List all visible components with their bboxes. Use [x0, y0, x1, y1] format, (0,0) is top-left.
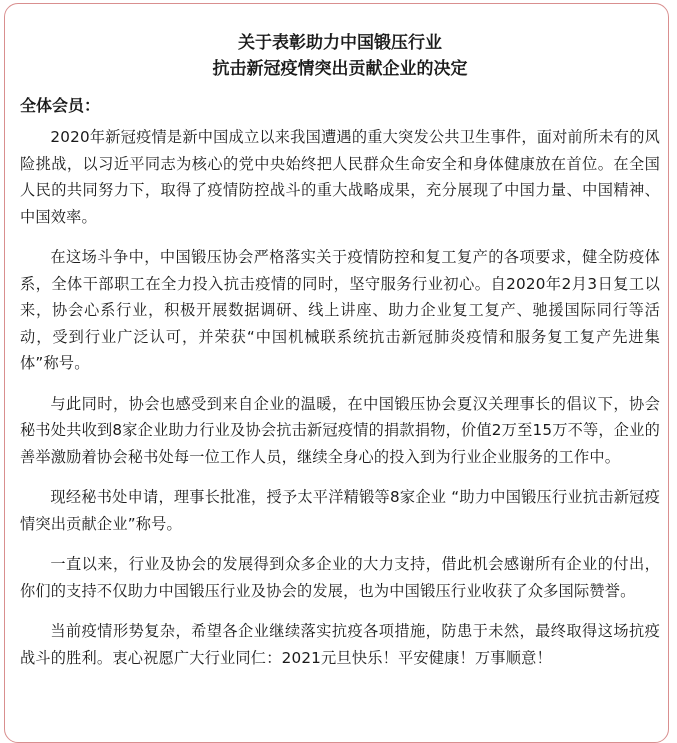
salutation: 全体会员：	[20, 96, 101, 115]
paragraph-2: 在这场斗争中，中国锻压协会严格落实关于疫情防控和复工复产的各项要求，健全防疫体系，全体干部职工在全力投入抗击疫情的同时，坚守服务行业初心。自2020年2月3日复工以来，协会心系行业，积极开展数据调研、线上讲座、助力企业复工复产、驰援国际同行等活动，受到行业广泛认可，并荣获“中国机械联系统抗击新冠肺炎疫情和服务复工复产先进集体”称号。	[20, 248, 660, 372]
paragraph-6: 当前疫情形势复杂，希望各企业继续落实抗疫各项措施，防患于未然，最终取得这场抗疫战斗的胜利。衷心祝愿广大行业同仁：2021元旦快乐！平安健康！万事顺意！	[20, 622, 660, 667]
paragraph-3: 与此同时，协会也感受到来自企业的温暖，在中国锻压协会夏汉关理事长的倡议下，协会秘书处共收到8家企业助力行业及协会抗击新冠疫情的捐款捐物，价值2万至15万不等，企业的善举激励着协会秘书处每一位工作人员，继续全身心的投入到为行业企业服务的工作中。	[20, 394, 660, 466]
document-title-line-2: 抗击新冠疫情突出贡献企业的决定	[212, 59, 468, 79]
paragraph-1: 2020年新冠疫情是新中国成立以来我国遭遇的重大突发公共卫生事件，面对前所未有的风险挑战，以习近平同志为核心的党中央始终把人民群众生命安全和身体健康放在首位。在全国人民的共同努力下，取得了疫情防控战斗的重大战略成果，充分展现了中国力量、中国精神、中国效率。	[20, 128, 660, 226]
document-body	[20, 30, 660, 685]
paragraph-4: 现经秘书处申请，理事长批准，授予太平洋精锻等8家企业 “助力中国锻压行业抗击新冠疫情突出贡献企业”称号。	[20, 488, 660, 533]
document-title-line-1: 关于表彰助力中国锻压行业	[238, 33, 442, 53]
paragraph-5: 一直以来，行业及协会的发展得到众多企业的大力支持，借此机会感谢所有企业的付出，你们的支持不仅助力中国锻压行业及协会的发展，也为中国锻压行业收获了众多国际赞誉。	[20, 555, 660, 600]
